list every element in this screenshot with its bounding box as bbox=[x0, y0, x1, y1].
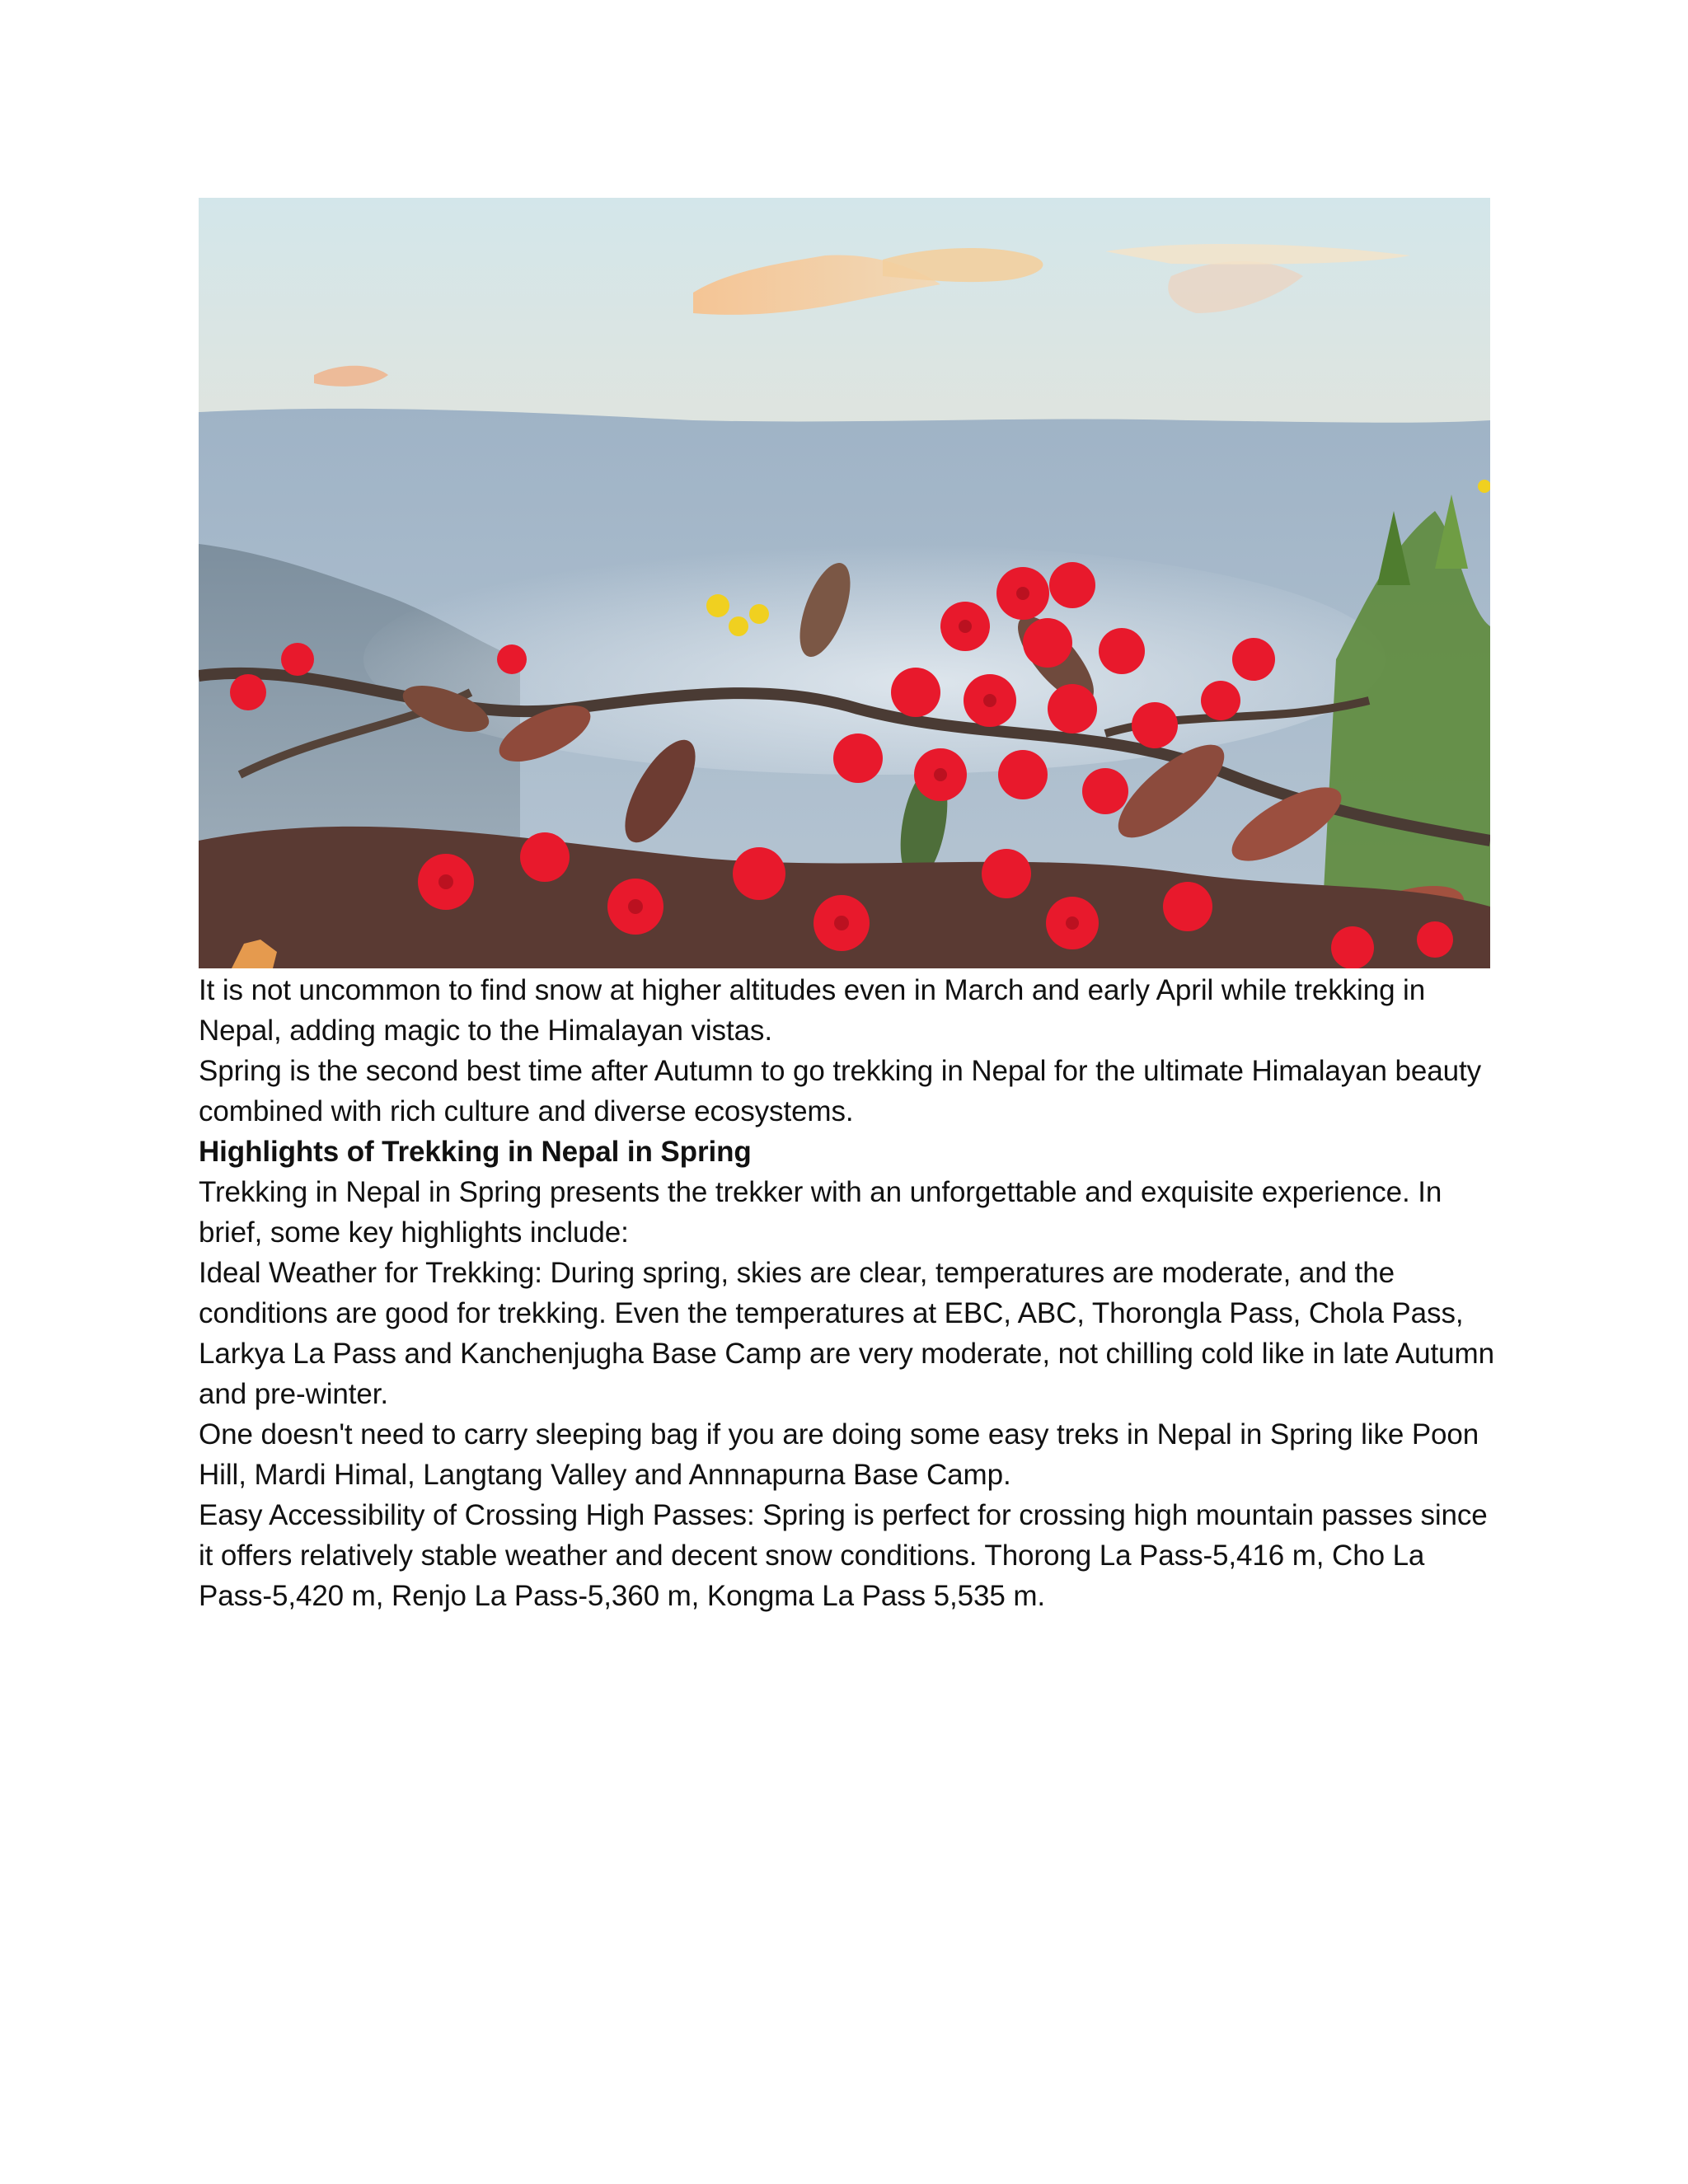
section-heading: Highlights of Trekking in Nepal in Spring bbox=[199, 1136, 752, 1168]
article-text bbox=[199, 970, 1501, 1616]
spring-flowers-himalaya-photo bbox=[199, 198, 1490, 968]
sleeping-bag-paragraph: One doesn't need to carry sleeping bag if you are doing some easy treks in Nepal in Spring like Poon Hill, Mardi Himal, Langtang Valley and Annnapurna Base Camp. bbox=[199, 1418, 1479, 1491]
photo-caption: It is not uncommon to find snow at higher altitudes even in March and early April while trekking in Nepal, adding magic to the Himalayan vistas. bbox=[199, 974, 1426, 1047]
intro-paragraph: Spring is the second best time after Autumn to go trekking in Nepal for the ultimate Himalayan beauty combined with rich culture and diverse ecosystems. bbox=[199, 1055, 1482, 1127]
high-passes-paragraph: Easy Accessibility of Crossing High Passes: Spring is perfect for crossing high mountain passes since it offers relatively stable weather and decent snow conditions. Thorong La Pass-5,416 m, Cho La Pass-5,420 m, Renjo La Pass-5,360 m, Kongma La Pass 5,535 m. bbox=[199, 1499, 1488, 1612]
weather-paragraph: Ideal Weather for Trekking: During spring, skies are clear, temperatures are moderate, and the conditions are good for trekking. Even the temperatures at EBC, ABC, Thorongla Pass, Chola Pass, Larkya La Pass and Kanchenjugha Base Camp are very moderate, not chilling cold like in late Autumn and pre-winter. bbox=[199, 1257, 1494, 1410]
overview-paragraph: Trekking in Nepal in Spring presents the trekker with an unforgettable and exquisite experience. In brief, some key highlights include: bbox=[199, 1176, 1442, 1249]
